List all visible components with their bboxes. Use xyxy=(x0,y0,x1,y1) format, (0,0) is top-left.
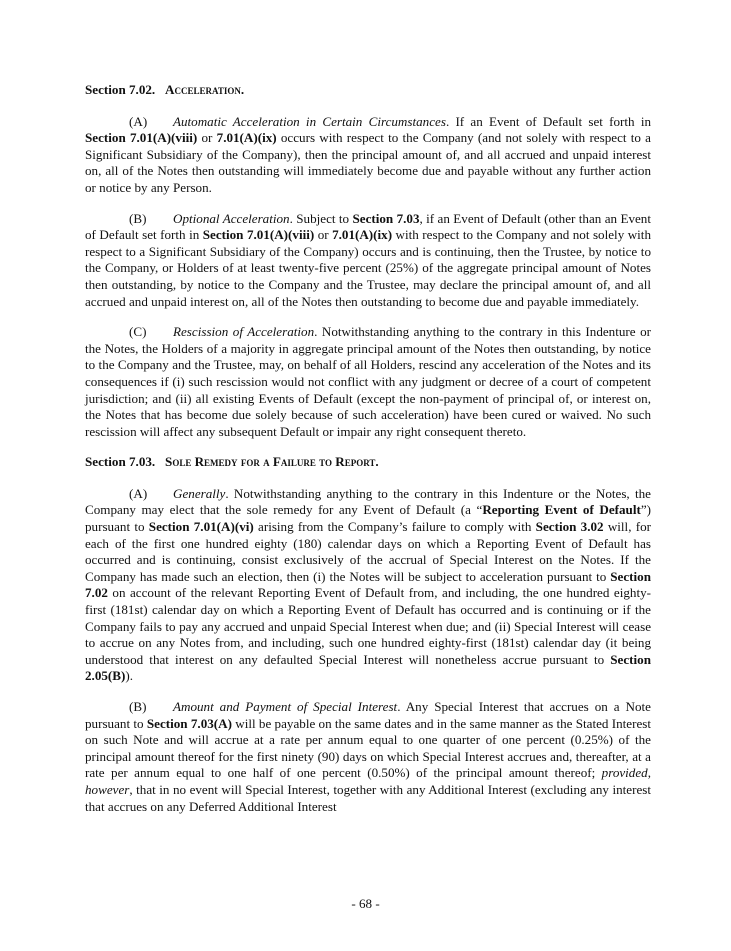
section-title: Acceleration. xyxy=(165,82,245,97)
emphasis: provided xyxy=(601,765,648,781)
section-reference: 7.01(A)(ix) xyxy=(332,227,393,243)
paragraph-label: (B) xyxy=(129,699,147,714)
paragraph-title: Rescission of Acceleration xyxy=(173,324,315,340)
paragraph-title: Optional Acceleration xyxy=(173,210,290,226)
defined-term: Reporting Event of Default xyxy=(482,502,641,518)
section-reference: Section 3.02 xyxy=(535,519,604,535)
paragraph-title: Automatic Acceleration in Certain Circumstances xyxy=(173,113,446,129)
section-7-02-heading xyxy=(85,82,651,99)
section-number: Section 7.02. xyxy=(85,82,156,97)
paragraph-label: (A) xyxy=(129,113,148,129)
paragraph-7-03-a: (A) Generally. Notwithstanding anything to the contrary in this Indenture or the Notes, the Company may elect that the sole remedy for any Event of Default (a “Reporting Event of Default”) pursuant to Section 7.01(A)(vi) arising from the Company’s failure to comply with Section 3.02 will, for each of the first one hundred eighty (180) calendar days on which a Reporting Event of Default has occurred and is continuing, consist exclusively of the accrual of Special Interest on the Notes. If the Company has made such an election, then (i) the Notes will be subject to acceleration pursuant to Section 7.02 on account of the relevant Reporting Event of Default from, and including, the one hundred eighty-first (181st) calendar day on which a Reporting Event of Default has occurred and is continuing or if the Company fails to pay any accrued and unpaid Special Interest when due; and (ii) Special Interest will cease to accrue on any Notes from, and including, such one hundred eighty-first (181st) calendar day (it being understood that interest on any defaulted Special Interest will nonetheless accrue pursuant to Section 2.05(B)). xyxy=(85,485,652,684)
paragraph-label: (C) xyxy=(129,324,147,340)
section-reference: Section 2.05(B) xyxy=(85,651,651,684)
paragraph-7-02-b: (B) Optional Acceleration. Subject to Section 7.03, if an Event of Default (other than an Event of Default set forth in Section 7.01(A)(viii) or 7.01(A)(ix) with respect to the Company and not solely with respect to a Significant Subsidiary of the Company) occurs and is continuing, then the Trustee, by notice to the Company, or Holders of at least twenty-five percent (25%) of the aggregate principal amount of Notes then outstanding, by notice to the Company and the Trustee, may declare the principal amount of, and all accrued and unpaid interest on, all of the Notes then outstanding to become due and payable immediately. xyxy=(85,210,651,309)
section-reference: Section 7.03 xyxy=(352,210,420,226)
paragraph-label: (A) xyxy=(129,485,148,501)
paragraph-title: Generally xyxy=(173,485,226,501)
section-reference: Section 7.01(A)(vi) xyxy=(148,519,254,535)
emphasis: however xyxy=(85,781,130,797)
section-7-03-heading xyxy=(85,454,651,471)
document-page xyxy=(85,82,651,829)
section-reference: Section 7.02 xyxy=(85,568,651,601)
section-reference: 7.01(A)(ix) xyxy=(216,130,277,146)
paragraph-7-03-b: (B) Amount and Payment of Special Interest. Any Special Interest that accrues on a Note pursuant to Section 7.03(A) will be payable on the same dates and in the same manner as the Stated Interest on such Note and will accrue at a rate per annum equal to one quarter of one percent (0.25%) of the principal amount thereof for the first ninety (90) days on which Special Interest accrues and, thereafter, at a rate per annum equal to one half of one percent (0.50%) of the principal amount thereof; provided, however, that in no event will Special Interest, together with any Additional Interest (excluding any interest that accrues on any Deferred Additional Interest xyxy=(85,699,651,814)
paragraph-7-02-c: (C) Rescission of Acceleration. Notwithstanding anything to the contrary in this Indenture or the Notes, the Holders of a majority in aggregate principal amount of the Notes then outstanding, by notice to the Company and the Trustee, may, on behalf of all Holders, rescind any acceleration of the Notes and its consequences if (i) such rescission would not conflict with any judgment or decree of a court of competent jurisdiction; and (ii) all existing Events of Default (except the non-payment of principal of, or interest on, the Notes that has become due solely because of such acceleration) have been cured or waived. No such rescission will affect any subsequent Default or impair any right consequent thereto. xyxy=(85,324,651,439)
paragraph-title: Amount and Payment of Special Interest xyxy=(173,699,398,714)
section-reference: Section 7.03(A) xyxy=(146,715,232,731)
section-number: Section 7.03. xyxy=(85,454,156,470)
section-reference: Section 7.01(A)(viii) xyxy=(85,130,198,146)
paragraph-label: (B) xyxy=(129,210,147,226)
section-reference: Section 7.01(A)(viii) xyxy=(202,227,315,243)
page-number: - 68 - xyxy=(351,896,380,911)
paragraph-7-02-a: (A) Automatic Acceleration in Certain Circumstances. If an Event of Default set forth in Section 7.01(A)(viii) or 7.01(A)(ix) occurs with respect to the Company (and not solely with respect to a Significant Subsidiary of the Company), then the principal amount of, and all accrued and unpaid interest on, all of the Notes then outstanding will immediately become due and payable without any further action or notice by any Person. xyxy=(85,113,652,195)
section-title: Sole Remedy for a Failure to Report. xyxy=(165,454,379,470)
